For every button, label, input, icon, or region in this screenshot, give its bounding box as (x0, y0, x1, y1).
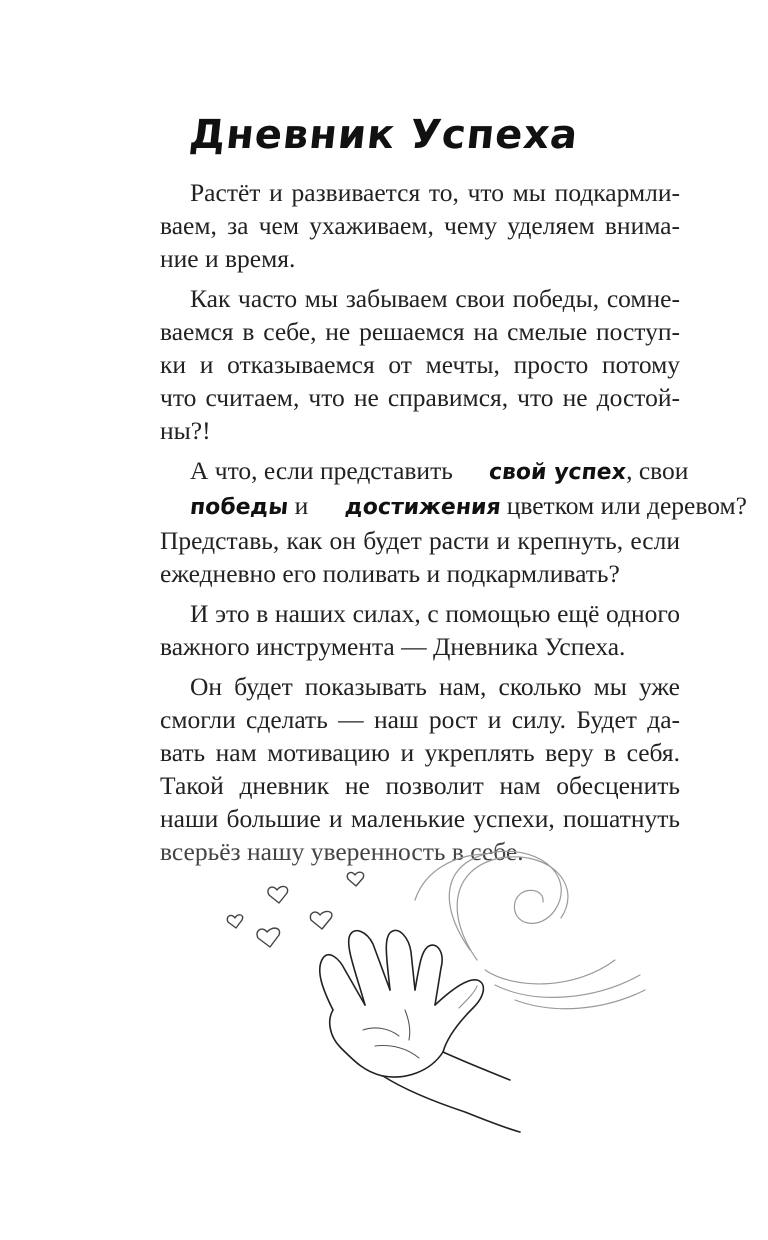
text-line: наши большие и маленькие успехи, пошатнуть (160, 804, 680, 833)
highlight-victories: победы (188, 495, 290, 520)
heart-icon (268, 886, 288, 903)
hand-drawing (320, 930, 520, 1132)
text-line (130, 454, 689, 489)
text-line: Представь, как он будет расти и крепнуть, если (160, 526, 680, 555)
swirl-lines (415, 851, 645, 1008)
heart-icon (227, 915, 242, 928)
text-line (130, 489, 747, 524)
text-line: ваемся в себе, не решаемся на смелые поступ- (160, 317, 680, 346)
paragraph-2 (130, 282, 680, 447)
text-line: что считаем, что не справимся, что не достой- (160, 383, 680, 412)
text-line: смогли сделать — наш рост и силу. Будет да- (160, 705, 680, 734)
body-text (130, 176, 747, 875)
heart-icon (310, 911, 332, 929)
text-line: И это в наших силах, с помощью ещё одного (190, 599, 680, 628)
highlight-achievements: достижения (343, 495, 502, 520)
text-line: ки и отказываемся от мечты, просто потому (160, 350, 680, 379)
paragraph-4 (130, 597, 680, 663)
heart-icon (347, 872, 363, 886)
paragraph-5 (130, 670, 680, 868)
text-line: ние и время. (160, 244, 296, 273)
text-line: вать нам мотивацию и укреплять веру в себя. (160, 738, 680, 767)
paragraph-1 (130, 176, 680, 275)
text-line: важного инструмента — Дневника Успеха. (160, 632, 626, 661)
hearts (227, 872, 363, 947)
text-line: Растёт и развивается то, что мы подкармли- (190, 178, 680, 207)
waving-hand-with-hearts-icon (215, 840, 655, 1140)
heart-icon (257, 928, 280, 947)
text-line: ны?! (160, 416, 211, 445)
text-line: ежедневно его поливать и подкармливать? (160, 559, 620, 588)
text-fragment: А что, если представить (190, 456, 460, 485)
text-fragment: и (288, 491, 315, 520)
text-fragment: цветком или деревом? (500, 491, 747, 520)
text-line: Он будет показывать нам, сколько мы уже (190, 672, 680, 701)
text-line: ваем, за чем ухаживаем, чему уделяем внима- (160, 211, 680, 240)
text-line: всерьёз нашу уверенность в себе. (160, 837, 524, 866)
text-line: Как часто мы забываем свои победы, сомне- (190, 284, 680, 313)
highlight-own-success: свой успех (487, 460, 628, 485)
text-fragment: , свои (626, 456, 689, 485)
text-line: Такой дневник не позволит нам обесценить (160, 771, 680, 800)
page-title: Дневник Успеха (187, 112, 581, 158)
paragraph-3 (130, 454, 747, 590)
